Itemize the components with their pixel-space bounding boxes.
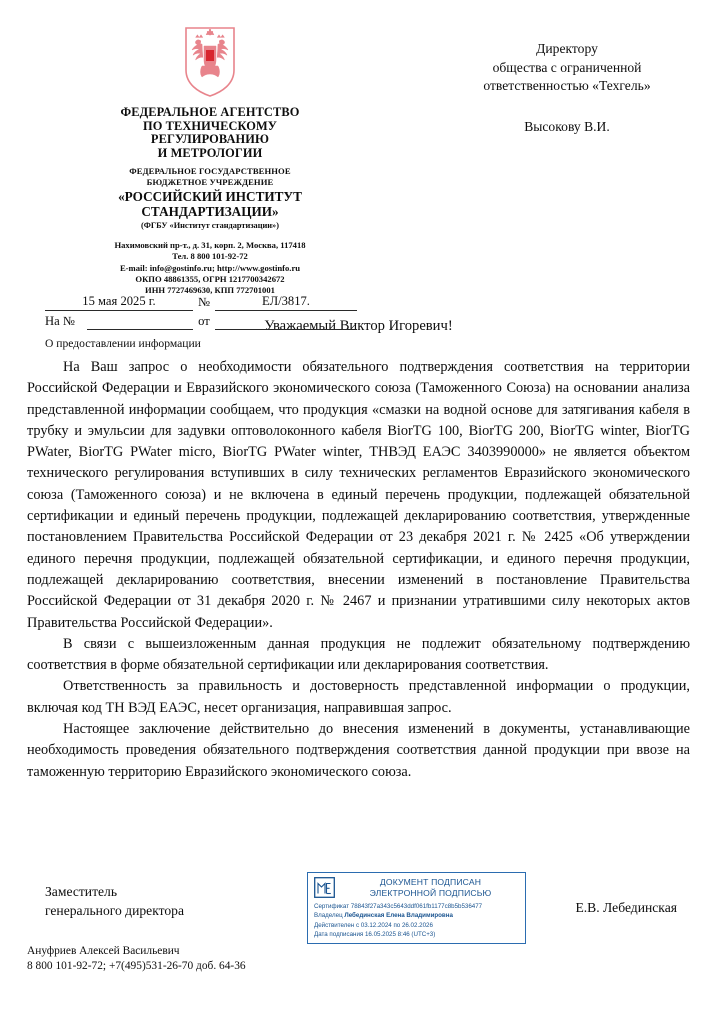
stamp-details (314, 902, 519, 940)
signer-title-line-1: Заместитель (45, 884, 118, 899)
executor-block (27, 944, 246, 973)
organization-name-line-1: «РОССИЙСКИЙ ИНСТИТУТ (118, 188, 302, 204)
signer-title (45, 882, 184, 920)
stamp-title-line-1: ДОКУМЕНТ ПОДПИСАН (379, 877, 482, 888)
stamp-owner-value: Лебединская Елена Владимировна (344, 912, 453, 920)
from-date-label: от (198, 314, 210, 328)
agency-name-line-2: ПО ТЕХНИЧЕСКОМУ (142, 118, 278, 133)
agency-name-line-4: И МЕТРОЛОГИИ (157, 145, 263, 160)
addressee-company-line-1: общества с ограниченной (492, 59, 642, 75)
incoming-number-value (87, 313, 193, 330)
stamp-certificate-value: 78843f27a343c5643ddf061fb1177c8b5b536477 (350, 903, 483, 910)
email-and-website: E-mail: info@gostinfo.ru; http://www.gostinfo.ru (119, 262, 301, 273)
okpo-ogrn-codes: ОКПО 48861355, ОГРН 1217700342672 (135, 274, 285, 284)
organization-short-name: (ФГБУ «Институт стандартизации») (141, 220, 279, 230)
letter-number: ЕЛ/3817. (215, 294, 357, 311)
incoming-reference-row (45, 311, 357, 330)
esignature-logo-icon (314, 877, 335, 898)
stamp-signing-date: Дата подписания 16.05.2025 8:46 (UTC+3) (314, 931, 436, 939)
letterhead-block (45, 26, 375, 297)
stamp-certificate-row (314, 902, 519, 911)
addressee-block (432, 40, 702, 136)
letter-footer (0, 872, 717, 972)
entity-type (45, 166, 375, 186)
electronic-signature-stamp (307, 872, 526, 944)
agency-name-line-1: ФЕДЕРАЛЬНОЕ АГЕНТСТВО (120, 105, 300, 119)
stamp-validity: Действителен с 03.12.2024 по 26.02.2026 (314, 921, 433, 929)
russian-coat-of-arms-emblem (182, 26, 238, 98)
postal-address: Нахимовский пр-т., д. 31, корп. 2, Москва, 117418 (114, 239, 306, 250)
addressee-role: Директору (536, 41, 598, 56)
entity-type-line-2: БЮДЖЕТНОЕ УЧРЕЖДЕНИЕ (146, 176, 274, 187)
letter-body (18, 357, 699, 783)
letter-date: 15 мая 2025 г. (45, 294, 193, 311)
phone-number: Тел. 8 800 101-92-72 (172, 251, 248, 262)
stamp-owner-label: Владелец (314, 912, 343, 920)
contact-details (45, 240, 375, 297)
signature-row (18, 872, 699, 939)
addressee-person: Высокову В.И. (524, 118, 610, 134)
entity-type-line-1: ФЕДЕРАЛЬНОЕ ГОСУДАРСТВЕННОЕ (129, 166, 291, 177)
outgoing-reference-row (45, 292, 357, 311)
reference-block (45, 292, 357, 330)
letter-greeting: Уважаемый Виктор Игоревич! (264, 318, 453, 334)
body-paragraph-4: Настоящее заключение действительно до внесения изменений в документы, устанавливающие необходимость проведения обязательного подтверждения соответствия данной продукции при ввозе на таможенную территорию Евразийского экономического союза. (27, 721, 690, 780)
stamp-title (342, 877, 519, 898)
executor-phones: 8 800 101-92-72; +7(495)531-26-70 доб. 64-36 (27, 959, 246, 972)
executor-name: Ануфриев Алексей Васильевич (27, 945, 180, 957)
stamp-header (314, 877, 519, 898)
letter-subject: О предоставлении информации (45, 337, 201, 350)
agency-name (45, 106, 375, 160)
stamp-certificate-label: Сертификат (314, 903, 350, 910)
incoming-number-label: На № (45, 314, 75, 328)
organization-name (45, 189, 375, 219)
agency-name-line-3: РЕГУЛИРОВАНИЮ (150, 132, 270, 147)
number-label: № (197, 295, 211, 309)
body-paragraph-1: На Ваш запрос о необходимости обязательного подтверждения соответствия на территории Российской Федерации и Евразийского экономического союза (Таможенного Союза) на основании анализа представленной информации сообщаем, что продукция «смазки на водной основе для затягивания кабеля в трубку и эмульсии для задувки оптоволоконного кабеля BiorTG 100, BiorTG 200, BiorTG winter, BiorTG PWater, BiorTG PWater micro, BiorTG PWater winter, ТНВЭД ЕАЭС 3403990000» не является объектом технического регулирования вступивших в силу технических регламентов Евразийского экономического союза (Таможенного союза) и не включена в единый перечень продукции, подлежащей обязательной сертификации и единый перечень продукции, подлежащей декларированию соответствия, утвержденные постановлением Правительства Российской Федерации от 23 декабря 2021 г. № 2425 «Об утверждении единого перечня продукции, подлежащей обязательной сертификации, и единого перечня продукции, подлежащей декларированию соответствия, внесении изменений в постановление Правительства Российской Федерации от 31 декабря 2020 г. № 2467 и признании утратившими силу некоторых актов Правительства Российской Федерации». (27, 359, 690, 631)
from-date-value (215, 313, 357, 330)
body-paragraph-2: В связи с вышеизложенным данная продукция не подлежит обязательному подтверждению соответствия в форме обязательной сертификации или декларирования соответствия. (27, 635, 690, 674)
addressee-company-line-2: ответственностью «Техгель» (483, 78, 651, 94)
inn-kpp-codes: ИНН 7727469630, КПП 772701001 (145, 285, 275, 296)
signer-name: Е.В. Лебединская (575, 900, 677, 915)
stamp-owner-row (314, 911, 519, 920)
signer-title-line-2: генерального директора (45, 903, 185, 918)
stamp-title-line-2: ЭЛЕКТРОННОЙ ПОДПИСЬЮ (369, 887, 492, 898)
body-paragraph-3: Ответственность за правильность и достоверность представленной информации о продукции, включая код ТН ВЭД ЕАЭС, несет организация, направившая запрос. (27, 678, 690, 716)
organization-name-line-2: СТАНДАРТИЗАЦИИ» (141, 203, 279, 219)
